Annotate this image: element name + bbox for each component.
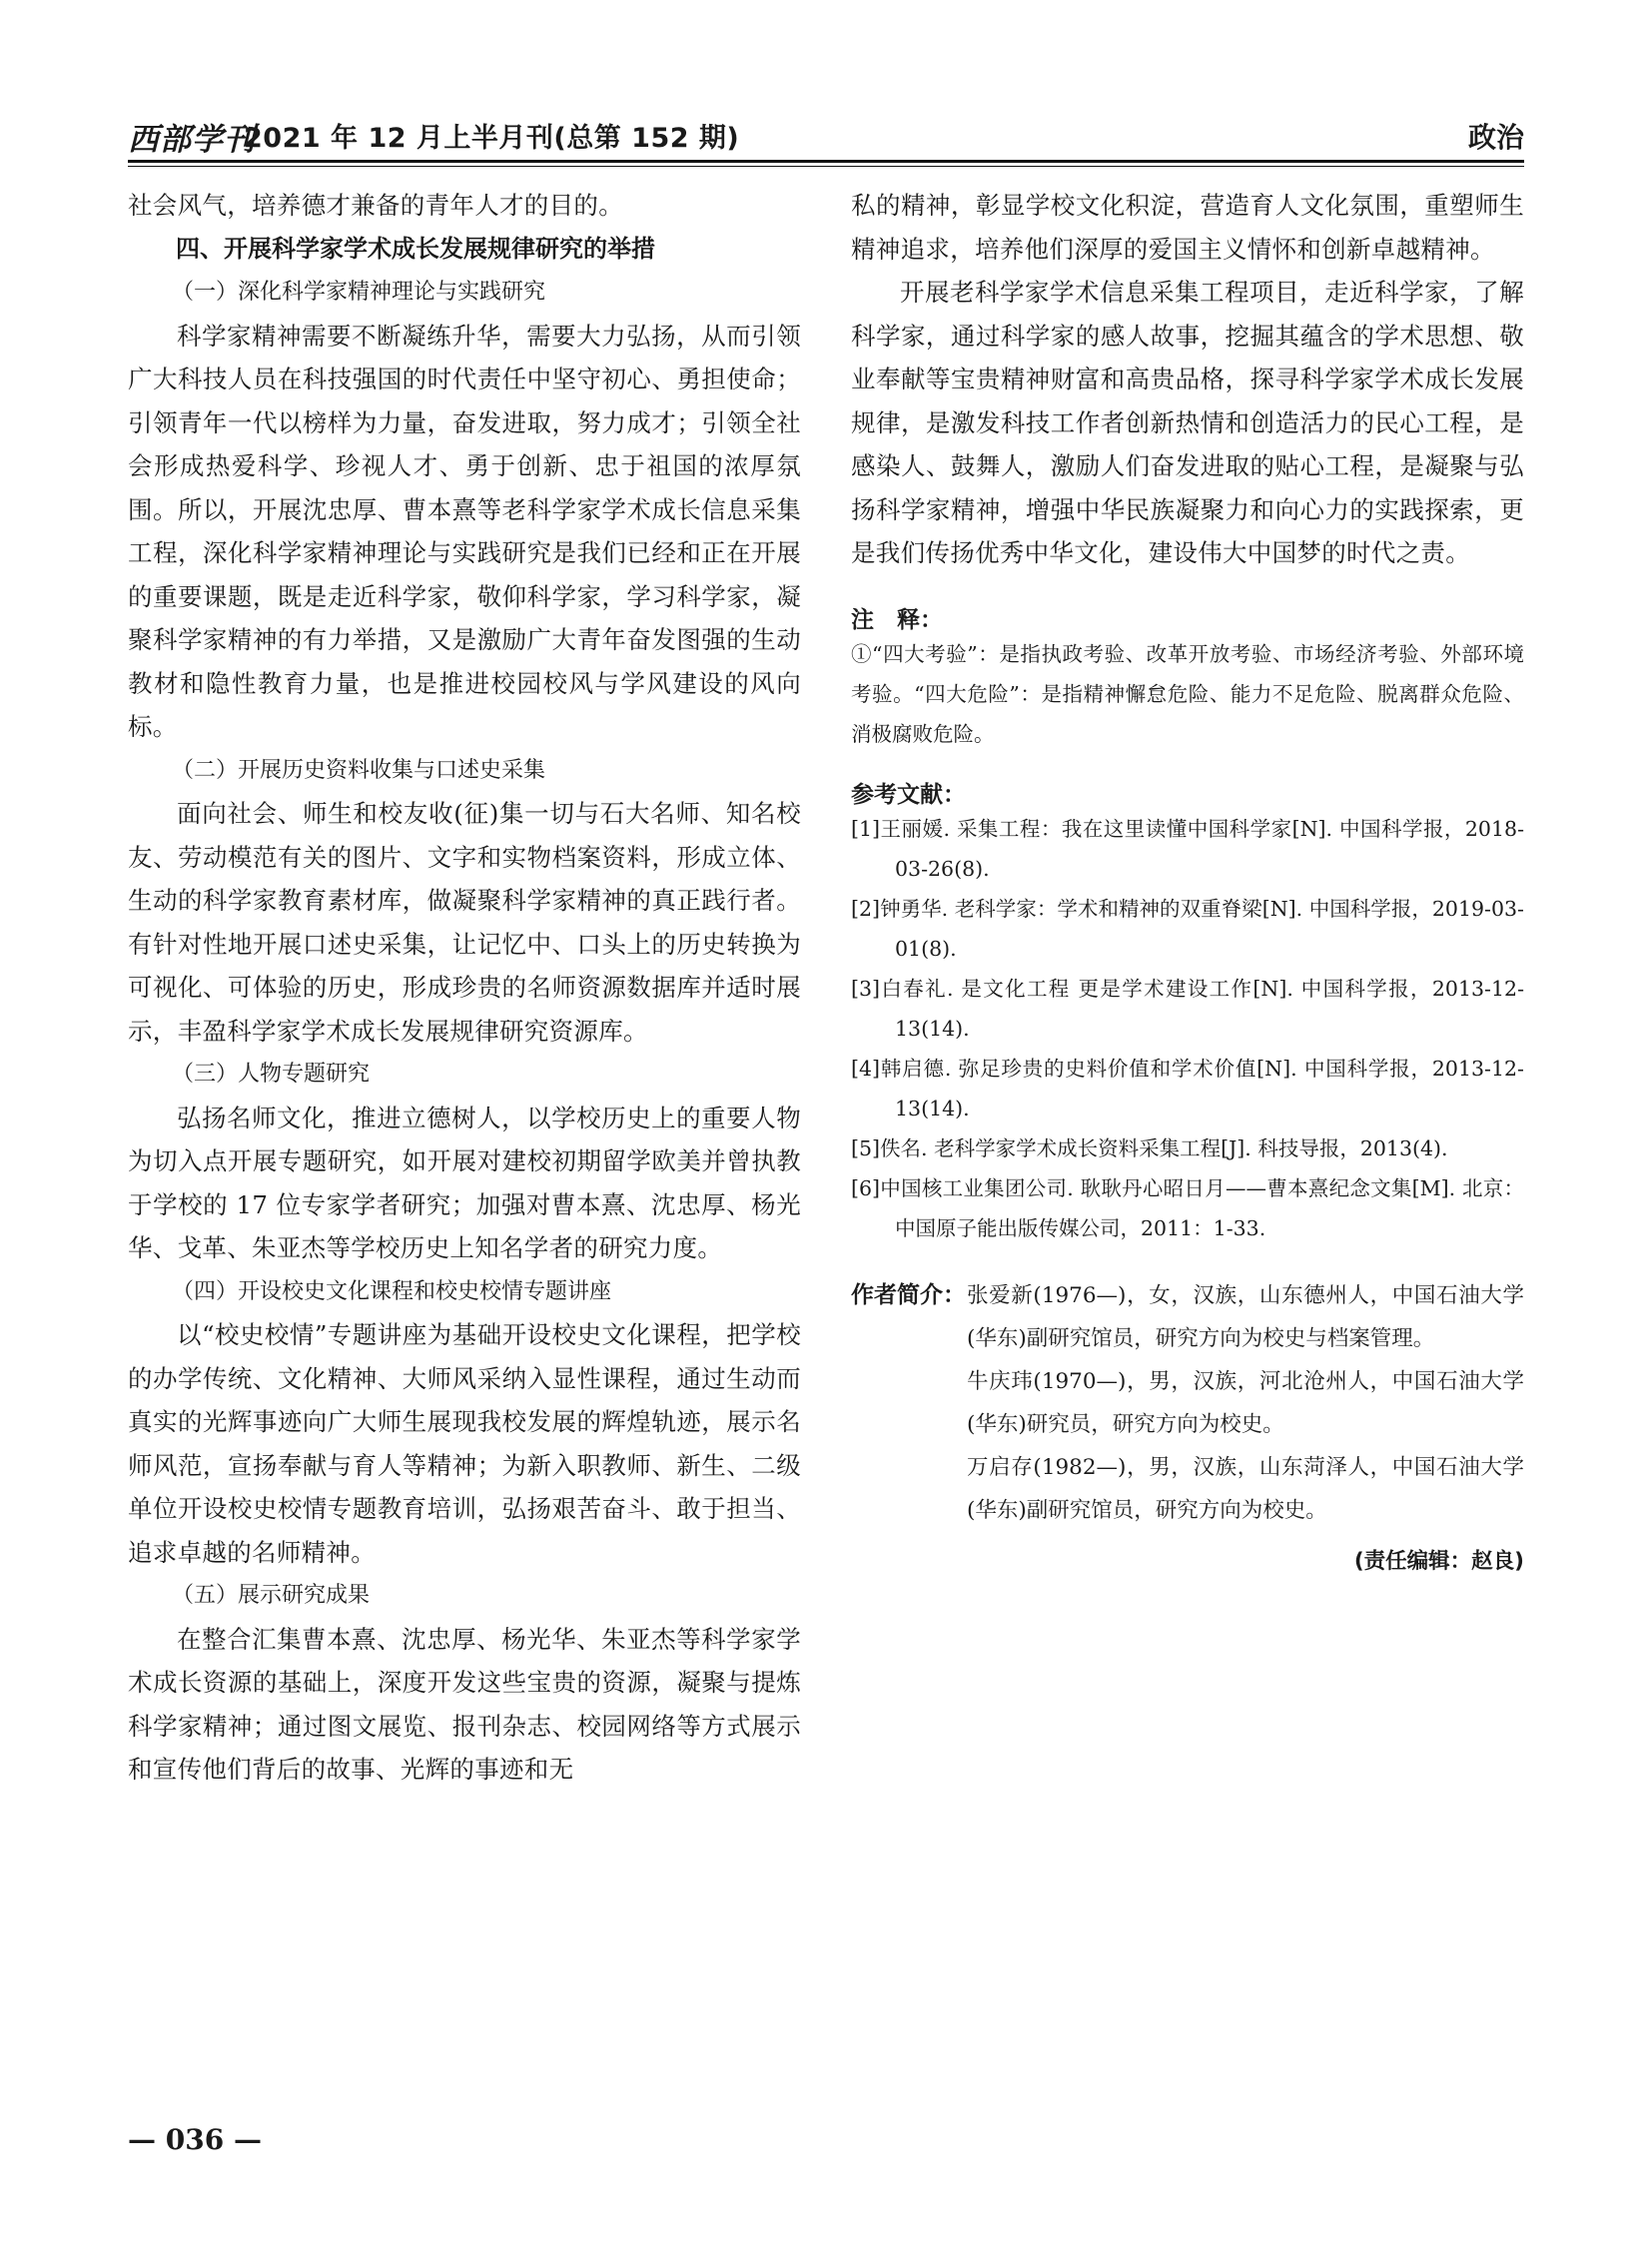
paragraph: 开展老科学家学术信息采集工程项目，走近科学家，了解科学家，通过科学家的感人故事，挖掘其蕴含的学术思想、敬业奉献等宝贵精神财富和高贵品格，探寻科学家学术成长发展规律，是激发科技工作者创新热情和创造活力的民心工程，是感染人、鼓舞人，激励人们奋发进取的贴心工程，是凝聚与弘扬科学家精神，增强中华民族凝聚力和向心力的实践探索，更是我们传扬优秀中华文化，建设伟大中国梦的时代之责。	[851, 278, 1524, 567]
header-rule-thick	[128, 160, 1524, 163]
subsection-heading: （二）开展历史资料收集与口述史采集	[172, 757, 546, 783]
paragraph: 面向社会、师生和校友收(征)集一切与石大名师、知名校友、劳动模范有关的图片、文字和实物档案资料，形成立体、生动的科学家教育素材库，做凝聚科学家精神的真正践行者。有针对性地开展口述史采集，让记忆中、口头上的历史转换为可视化、可体验的历史，形成珍贵的名师资源数据库并适时展示，丰盈科学家学术成长发展规律研究资源库。	[128, 799, 801, 1046]
paragraph: 科学家精神需要不断凝练升华，需要大力弘扬，从而引领广大科技人员在科技强国的时代责任中坚守初心、勇担使命；引领青年一代以榜样为力量，奋发进取，努力成才；引领全社会形成热爱科学、珍视人才、勇于创新、忠于祖国的浓厚氛围。所以，开展沈忠厚、曹本熹等老科学家学术成长信息采集工程，深化科学家精神理论与实践研究是我们已经和正在开展的重要课题，既是走近科学家，敬仰科学家，学习科学家，凝聚科学家精神的有力举措，又是激励广大青年奋发图强的生动教材和隐性教育力量，也是推进校园校风与学风建设的风向标。	[128, 321, 801, 741]
right-column	[851, 184, 1524, 1575]
author-entry: 张爱新(1976—)，女，汉族，山东德州人，中国石油大学(华东)副研究馆员，研究方向为校史与档案管理。	[967, 1282, 1524, 1351]
author-label: 作者简介：	[851, 1281, 966, 1308]
author-bio	[851, 1274, 1524, 1532]
notes-title: 注 释：	[851, 606, 943, 633]
paragraph: 弘扬名师文化，推进立德树人，以学校历史上的重要人物为切入点开展专题研究，如开展对建校初期留学欧美并曾执教于学校的 17 位专家学者研究；加强对曹本熹、沈忠厚、杨光华、戈革、朱亚杰等学校历史上知名学者的研究力度。	[128, 1103, 801, 1262]
section-name: 政治	[1467, 121, 1524, 154]
paragraph: 社会风气，培养德才兼备的青年人才的目的。	[128, 191, 623, 220]
subsection-heading: （五）展示研究成果	[172, 1583, 371, 1608]
reference-item: [2]钟勇华. 老科学家：学术和精神的双重脊梁[N]. 中国科学报，2019-03-01(8).	[851, 896, 1524, 961]
references-title: 参考文献：	[851, 781, 966, 808]
reference-item: [1]王丽媛. 采集工程：我在这里读懂中国科学家[N]. 中国科学报，2018-03-26(8).	[851, 816, 1524, 881]
reference-item: [5]佚名. 老科学家学术成长资料采集工程[J]. 科技导报，2013(4).	[851, 1135, 1448, 1160]
section-heading: 四、开展科学家学术成长发展规律研究的举措	[176, 234, 655, 263]
subsection-heading: （四）开设校史文化课程和校史校情专题讲座	[172, 1278, 612, 1304]
journal-logo: 西部学刊	[128, 122, 256, 158]
page-number: — 036 —	[128, 2123, 262, 2156]
note-item: ①“四大考验”：是指执政考验、改革开放考验、市场经济考验、外部环境考验。“四大危险”：是指精神懈怠危险、能力不足危险、脱离群众危险、消极腐败危险。	[851, 641, 1524, 746]
reference-item: [4]韩启德. 弥足珍贵的史料价值和学术价值[N]. 中国科学报，2013-12-13(14).	[851, 1056, 1524, 1121]
subsection-heading: （三）人物专题研究	[172, 1062, 371, 1087]
reference-item: [3]白春礼. 是文化工程 更是学术建设工作[N]. 中国科学报，2013-12-13(14).	[851, 976, 1524, 1041]
paragraph: 私的精神，彰显学校文化积淀，营造育人文化氛围，重塑师生精神追求，培养他们深厚的爱国主义情怀和创新卓越精神。	[851, 191, 1524, 264]
subsection-heading: （一）深化科学家精神理论与实践研究	[172, 280, 546, 305]
paragraph: 在整合汇集曹本熹、沈忠厚、杨光华、朱亚杰等科学家学术成长资源的基础上，深度开发这些宝贵的资源，凝聚与提炼科学家精神；通过图文展览、报刊杂志、校园网络等方式展示和宣传他们背后的故事、光辉的事迹和无	[128, 1624, 801, 1784]
left-column	[128, 184, 801, 1792]
issue-info: 2021 年 12 月上半月刊(总第 152 期)	[244, 123, 740, 154]
editor-credit: (责任编辑：赵良)	[1353, 1548, 1524, 1574]
paragraph: 以“校史校情”专题讲座为基础开设校史文化课程，把学校的办学传统、文化精神、大师风采纳入显性课程，通过生动而真实的光辉事迹向广大师生展现我校发展的辉煌轨迹，展示名师风范，宣扬奉献与育人等精神；为新入职教师、新生、二级单位开设校史校情专题教育培训，弘扬艰苦奋斗、敢于担当、追求卓越的名师精神。	[128, 1320, 801, 1567]
author-entry: 牛庆玮(1970—)，男，汉族，河北沧州人，中国石油大学(华东)研究员，研究方向为校史。	[967, 1368, 1524, 1437]
author-entry: 万启存(1982—)，男，汉族，山东菏泽人，中国石油大学(华东)副研究馆员，研究方向为校史。	[967, 1454, 1524, 1523]
header-rule-thin	[128, 166, 1524, 167]
page-header	[128, 112, 1524, 160]
reference-item: [6]中国核工业集团公司. 耿耿丹心昭日月——曹本熹纪念文集[M]. 北京：中国原子能出版传媒公司，2011：1-33.	[851, 1175, 1524, 1240]
